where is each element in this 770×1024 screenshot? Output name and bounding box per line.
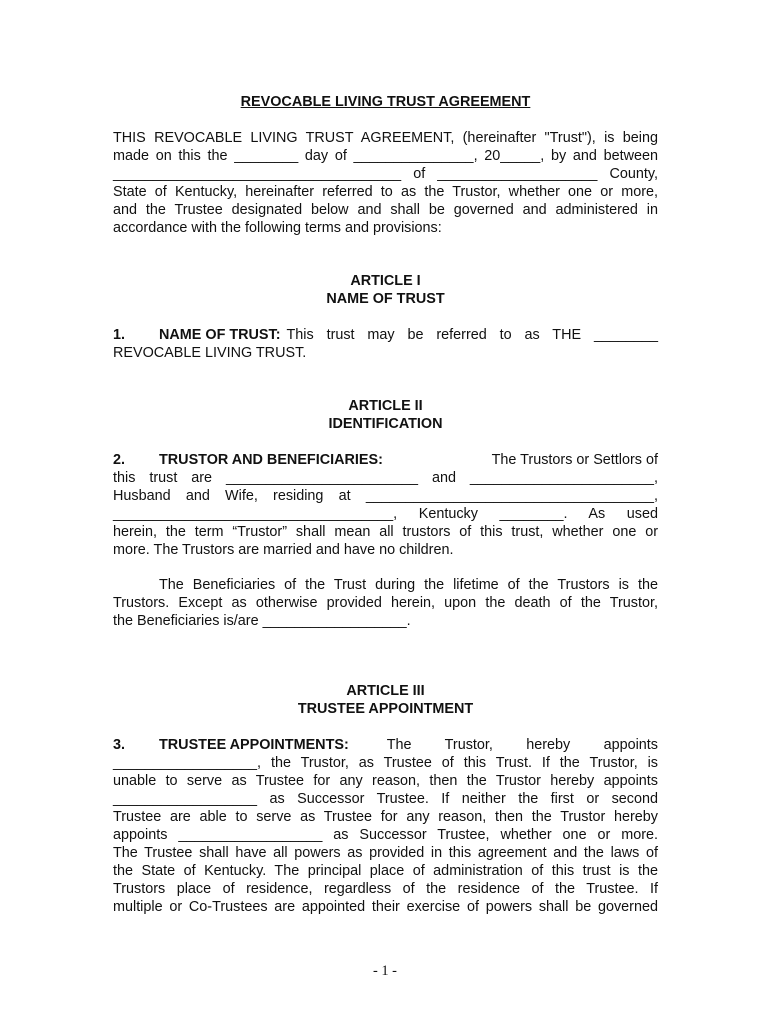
section-2-line-3: Husband and Wife, residing at ____________________________________, [113, 488, 658, 504]
section-3-label: TRUSTEE APPOINTMENTS: [159, 737, 349, 753]
beneficiaries-line-3: the Beneficiaries is/are __________________. [113, 613, 411, 629]
section-3-line-4: __________________ as Successor Trustee. If neither the first or second [113, 791, 658, 807]
section-3-number: 3. [113, 737, 126, 753]
section-2-label: TRUSTOR AND BENEFICIARIES: [159, 452, 383, 468]
section-2-number: 2. [113, 452, 126, 468]
beneficiaries-line-1: The Beneficiaries of the Trust during the lifetime of the Trustors is the [159, 577, 658, 593]
article-3-section-line [113, 736, 658, 754]
intro-line-6: accordance with the following terms and provisions: [113, 220, 442, 236]
article-3-heading: ARTICLE III [346, 683, 425, 699]
article-2-subheading: IDENTIFICATION [328, 416, 443, 432]
section-1-number: 1. [113, 327, 126, 343]
intro-line-5: and the Trustee designated below and shall be governed and administered in [113, 202, 658, 218]
article-1-heading: ARTICLE I [350, 273, 421, 289]
section-3-line-5: Trustee are able to serve as Trustee for any reason, then the Trustor hereby [113, 809, 658, 825]
article-2-heading: ARTICLE II [348, 398, 423, 414]
intro-line-4: State of Kentucky, hereinafter referred to as the Trustor, whether one or more, [113, 184, 658, 200]
section-2-line-4: ___________________________________, Kentucky ________. As used [113, 506, 658, 522]
document-title: REVOCABLE LIVING TRUST AGREEMENT [240, 94, 531, 110]
section-1-text: This trust may be referred to as THE ________ [286, 327, 658, 343]
section-2-line-2: this trust are ________________________ and _______________________, [113, 470, 658, 486]
page-number: - 1 - [373, 963, 397, 979]
section-3-line-10: multiple or Co-Trustees are appointed their exercise of powers shall be governed [113, 899, 658, 915]
section-1-line-2: REVOCABLE LIVING TRUST. [113, 345, 307, 361]
article-2-section-line [113, 451, 658, 469]
intro-line-2: made on this the ________ day of _______________, 20_____, by and between [113, 148, 658, 164]
intro-line-3: ____________________________________ of ____________________ County, [113, 166, 658, 182]
section-3-line-2: __________________, the Trustor, as Trustee of this Trust. If the Trustor, is [113, 755, 658, 771]
article-1-subheading: NAME OF TRUST [326, 291, 445, 307]
section-2-text: The Trustors or Settlors of [491, 452, 658, 468]
section-2-line-5: herein, the term “Trustor” shall mean all trustors of this trust, whether one or [113, 524, 658, 540]
section-2-line-6: more. The Trustors are married and have no children. [113, 542, 454, 558]
section-3-line-7: The Trustee shall have all powers as provided in this agreement and the laws of [113, 845, 658, 861]
section-3-line-3: unable to serve as Trustee for any reason, then the Trustor hereby appoints [113, 773, 658, 789]
section-3-line-6: appoints __________________ as Successor Trustee, whether one or more. [113, 827, 658, 843]
section-3-text: The Trustor, hereby appoints [386, 737, 658, 753]
beneficiaries-line-2: Trustors. Except as otherwise provided herein, upon the death of the Trustor, [113, 595, 658, 611]
article-3-subheading: TRUSTEE APPOINTMENT [297, 701, 474, 717]
section-3-line-9: Trustors place of residence, regardless of the residence of the Trustee. If [113, 881, 658, 897]
section-1-label: NAME OF TRUST: [159, 327, 281, 343]
article-1-section-line [113, 326, 658, 344]
intro-line-1: THIS REVOCABLE LIVING TRUST AGREEMENT, (hereinafter "Trust"), is being [113, 130, 658, 146]
section-3-line-8: the State of Kentucky. The principal place of administration of this trust is the [113, 863, 658, 879]
